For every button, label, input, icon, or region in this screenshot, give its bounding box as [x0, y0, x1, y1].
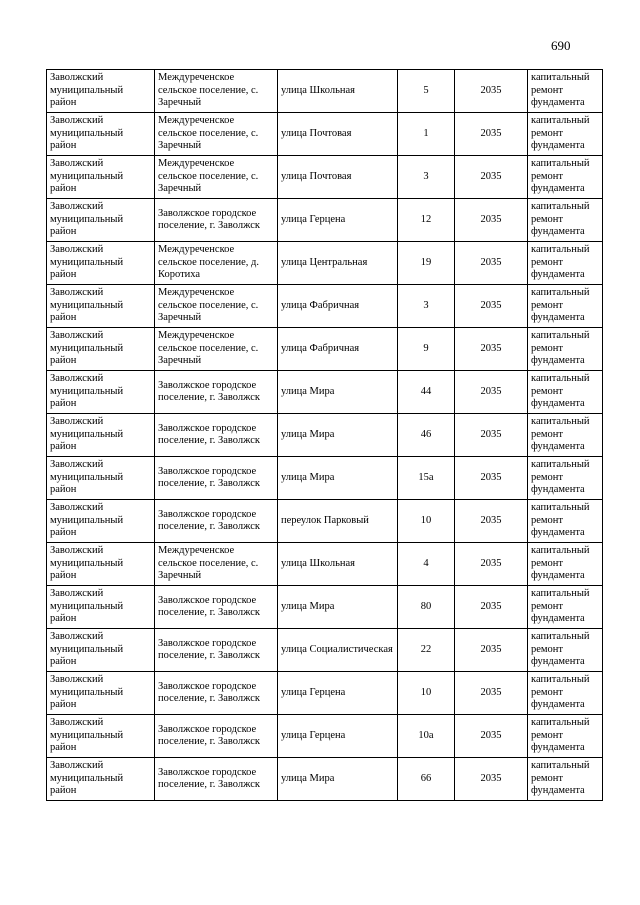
district-cell: Заволжский муниципальный район [47, 113, 155, 156]
district-cell: Заволжский муниципальный район [47, 500, 155, 543]
house-number-cell: 80 [398, 586, 455, 629]
work-type-cell: капитальный ремонт фундамента [528, 543, 603, 586]
work-type-cell: капитальный ремонт фундамента [528, 457, 603, 500]
table-row [47, 70, 603, 113]
settlement-cell: Заволжское городское поселение, г. Заволжск [155, 457, 278, 500]
house-number-cell: 10 [398, 500, 455, 543]
district-cell: Заволжский муниципальный район [47, 328, 155, 371]
table-row [47, 242, 603, 285]
year-cell: 2035 [455, 500, 528, 543]
year-cell: 2035 [455, 672, 528, 715]
street-cell: улица Школьная [278, 70, 398, 113]
district-cell: Заволжский муниципальный район [47, 242, 155, 285]
settlement-cell: Заволжское городское поселение, г. Заволжск [155, 586, 278, 629]
house-number-cell: 22 [398, 629, 455, 672]
table-row [47, 457, 603, 500]
year-cell: 2035 [455, 156, 528, 199]
table-row [47, 543, 603, 586]
work-type-cell: капитальный ремонт фундамента [528, 672, 603, 715]
year-cell: 2035 [455, 328, 528, 371]
street-cell: улица Центральная [278, 242, 398, 285]
street-cell: улица Почтовая [278, 156, 398, 199]
year-cell: 2035 [455, 371, 528, 414]
house-number-cell: 12 [398, 199, 455, 242]
district-cell: Заволжский муниципальный район [47, 629, 155, 672]
street-cell: улица Герцена [278, 715, 398, 758]
year-cell: 2035 [455, 70, 528, 113]
street-cell: улица Мира [278, 457, 398, 500]
settlement-cell: Заволжское городское поселение, г. Заволжск [155, 414, 278, 457]
work-type-cell: капитальный ремонт фундамента [528, 199, 603, 242]
table-row [47, 371, 603, 414]
district-cell: Заволжский муниципальный район [47, 199, 155, 242]
work-type-cell: капитальный ремонт фундамента [528, 629, 603, 672]
settlement-cell: Междуреченское сельское поселение, с. Заречный [155, 70, 278, 113]
settlement-cell: Междуреченское сельское поселение, д. Коротиха [155, 242, 278, 285]
street-cell: улица Почтовая [278, 113, 398, 156]
street-cell: улица Мира [278, 414, 398, 457]
street-cell: улица Мира [278, 758, 398, 801]
work-type-cell: капитальный ремонт фундамента [528, 156, 603, 199]
house-number-cell: 5 [398, 70, 455, 113]
street-cell: улица Социалистическая [278, 629, 398, 672]
work-type-cell: капитальный ремонт фундамента [528, 371, 603, 414]
page-number: 690 [551, 38, 571, 53]
district-cell: Заволжский муниципальный район [47, 70, 155, 113]
house-number-cell: 1 [398, 113, 455, 156]
settlement-cell: Междуреченское сельское поселение, с. Заречный [155, 156, 278, 199]
table-row [47, 414, 603, 457]
district-cell: Заволжский муниципальный район [47, 672, 155, 715]
table-row [47, 629, 603, 672]
year-cell: 2035 [455, 629, 528, 672]
house-number-cell: 3 [398, 156, 455, 199]
work-type-cell: капитальный ремонт фундамента [528, 758, 603, 801]
street-cell: улица Герцена [278, 199, 398, 242]
work-type-cell: капитальный ремонт фундамента [528, 500, 603, 543]
house-number-cell: 4 [398, 543, 455, 586]
street-cell: улица Фабричная [278, 285, 398, 328]
table-row [47, 586, 603, 629]
work-type-cell: капитальный ремонт фундамента [528, 328, 603, 371]
settlement-cell: Междуреченское сельское поселение, с. Заречный [155, 328, 278, 371]
street-cell: улица Школьная [278, 543, 398, 586]
work-type-cell: капитальный ремонт фундамента [528, 715, 603, 758]
settlement-cell: Заволжское городское поселение, г. Заволжск [155, 371, 278, 414]
table-row [47, 285, 603, 328]
year-cell: 2035 [455, 457, 528, 500]
year-cell: 2035 [455, 242, 528, 285]
house-number-cell: 3 [398, 285, 455, 328]
house-number-cell: 10 [398, 672, 455, 715]
settlement-cell: Заволжское городское поселение, г. Заволжск [155, 500, 278, 543]
district-cell: Заволжский муниципальный район [47, 457, 155, 500]
year-cell: 2035 [455, 113, 528, 156]
street-cell: улица Мира [278, 586, 398, 629]
year-cell: 2035 [455, 715, 528, 758]
table-row [47, 672, 603, 715]
settlement-cell: Заволжское городское поселение, г. Заволжск [155, 672, 278, 715]
district-cell: Заволжский муниципальный район [47, 758, 155, 801]
table-row [47, 156, 603, 199]
table-row [47, 113, 603, 156]
settlement-cell: Междуреченское сельское поселение, с. Заречный [155, 543, 278, 586]
year-cell: 2035 [455, 586, 528, 629]
table-row [47, 199, 603, 242]
settlement-cell: Междуреченское сельское поселение, с. Заречный [155, 285, 278, 328]
table-row [47, 715, 603, 758]
table-row [47, 758, 603, 801]
settlement-cell: Заволжское городское поселение, г. Заволжск [155, 199, 278, 242]
settlement-cell: Заволжское городское поселение, г. Заволжск [155, 715, 278, 758]
house-number-cell: 19 [398, 242, 455, 285]
table-body [47, 70, 603, 801]
work-type-cell: капитальный ремонт фундамента [528, 414, 603, 457]
year-cell: 2035 [455, 758, 528, 801]
table-row [47, 328, 603, 371]
settlement-cell: Заволжское городское поселение, г. Заволжск [155, 758, 278, 801]
year-cell: 2035 [455, 414, 528, 457]
year-cell: 2035 [455, 543, 528, 586]
table-row [47, 500, 603, 543]
repair-schedule-table [46, 69, 603, 801]
house-number-cell: 10а [398, 715, 455, 758]
district-cell: Заволжский муниципальный район [47, 715, 155, 758]
settlement-cell: Междуреченское сельское поселение, с. Заречный [155, 113, 278, 156]
district-cell: Заволжский муниципальный район [47, 543, 155, 586]
street-cell: улица Мира [278, 371, 398, 414]
house-number-cell: 46 [398, 414, 455, 457]
work-type-cell: капитальный ремонт фундамента [528, 70, 603, 113]
district-cell: Заволжский муниципальный район [47, 285, 155, 328]
house-number-cell: 66 [398, 758, 455, 801]
work-type-cell: капитальный ремонт фундамента [528, 285, 603, 328]
house-number-cell: 9 [398, 328, 455, 371]
year-cell: 2035 [455, 285, 528, 328]
work-type-cell: капитальный ремонт фундамента [528, 242, 603, 285]
house-number-cell: 44 [398, 371, 455, 414]
district-cell: Заволжский муниципальный район [47, 586, 155, 629]
work-type-cell: капитальный ремонт фундамента [528, 113, 603, 156]
district-cell: Заволжский муниципальный район [47, 371, 155, 414]
settlement-cell: Заволжское городское поселение, г. Заволжск [155, 629, 278, 672]
district-cell: Заволжский муниципальный район [47, 414, 155, 457]
work-type-cell: капитальный ремонт фундамента [528, 586, 603, 629]
district-cell: Заволжский муниципальный район [47, 156, 155, 199]
street-cell: улица Герцена [278, 672, 398, 715]
house-number-cell: 15а [398, 457, 455, 500]
year-cell: 2035 [455, 199, 528, 242]
street-cell: улица Фабричная [278, 328, 398, 371]
street-cell: переулок Парковый [278, 500, 398, 543]
